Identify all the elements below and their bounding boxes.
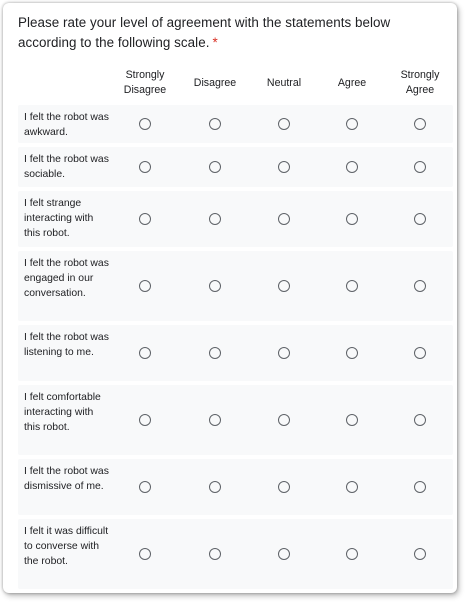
likert-grid bbox=[18, 65, 453, 589]
radio-strongly-disagree[interactable] bbox=[139, 414, 151, 426]
radio-agree[interactable] bbox=[346, 414, 358, 426]
column-header-row bbox=[18, 65, 453, 101]
row-label: I felt the robot was sociable. bbox=[24, 154, 109, 180]
question-card bbox=[3, 3, 457, 593]
radio-neutral[interactable] bbox=[278, 481, 290, 493]
radio-strongly-agree[interactable] bbox=[414, 347, 426, 359]
radio-strongly-disagree[interactable] bbox=[139, 280, 151, 292]
grid-row bbox=[18, 459, 453, 515]
grid-row bbox=[18, 147, 453, 187]
row-label: I felt it was difficult to converse with the robot. bbox=[24, 526, 109, 567]
radio-neutral[interactable] bbox=[278, 347, 290, 359]
radio-neutral[interactable] bbox=[278, 161, 290, 173]
row-label: I felt the robot was dismissive of me. bbox=[24, 466, 109, 492]
radio-strongly-agree[interactable] bbox=[414, 161, 426, 173]
radio-disagree[interactable] bbox=[209, 414, 221, 426]
radio-agree[interactable] bbox=[346, 213, 358, 225]
radio-strongly-disagree[interactable] bbox=[139, 118, 151, 130]
rows-container bbox=[18, 105, 453, 589]
column-header-strongly-agree: Strongly Agree bbox=[400, 69, 440, 96]
radio-agree[interactable] bbox=[346, 161, 358, 173]
radio-neutral[interactable] bbox=[278, 414, 290, 426]
radio-strongly-agree[interactable] bbox=[414, 213, 426, 225]
radio-disagree[interactable] bbox=[209, 548, 221, 560]
radio-strongly-agree[interactable] bbox=[414, 118, 426, 130]
radio-agree[interactable] bbox=[346, 347, 358, 359]
radio-disagree[interactable] bbox=[209, 213, 221, 225]
radio-strongly-agree[interactable] bbox=[414, 414, 426, 426]
row-label: I felt strange interacting with this robot. bbox=[24, 198, 94, 239]
grid-row bbox=[18, 191, 453, 247]
radio-strongly-disagree[interactable] bbox=[139, 213, 151, 225]
required-asterisk: * bbox=[212, 34, 218, 50]
radio-strongly-agree[interactable] bbox=[414, 481, 426, 493]
radio-disagree[interactable] bbox=[209, 481, 221, 493]
grid-row bbox=[18, 325, 453, 381]
radio-strongly-disagree[interactable] bbox=[139, 347, 151, 359]
question-text: Please rate your level of agreement with the statements below according to the following scale. bbox=[18, 15, 391, 50]
radio-disagree[interactable] bbox=[209, 161, 221, 173]
row-label: I felt comfortable interacting with this robot. bbox=[24, 392, 101, 433]
column-header-agree: Agree bbox=[337, 76, 367, 89]
row-label: I felt the robot was awkward. bbox=[24, 112, 109, 138]
radio-strongly-agree[interactable] bbox=[414, 548, 426, 560]
radio-strongly-disagree[interactable] bbox=[139, 548, 151, 560]
radio-agree[interactable] bbox=[346, 548, 358, 560]
row-label: I felt the robot was listening to me. bbox=[24, 332, 109, 358]
grid-row bbox=[18, 385, 453, 455]
radio-disagree[interactable] bbox=[209, 280, 221, 292]
column-header-strongly-disagree: Strongly Disagree bbox=[123, 69, 167, 96]
radio-neutral[interactable] bbox=[278, 118, 290, 130]
radio-disagree[interactable] bbox=[209, 347, 221, 359]
column-header-disagree: Disagree bbox=[193, 76, 237, 89]
grid-row bbox=[18, 105, 453, 143]
radio-neutral[interactable] bbox=[278, 548, 290, 560]
radio-neutral[interactable] bbox=[278, 280, 290, 292]
radio-neutral[interactable] bbox=[278, 213, 290, 225]
grid-row bbox=[18, 251, 453, 321]
radio-strongly-agree[interactable] bbox=[414, 280, 426, 292]
question-title bbox=[18, 13, 448, 52]
column-header-neutral: Neutral bbox=[266, 76, 302, 89]
radio-agree[interactable] bbox=[346, 118, 358, 130]
radio-strongly-disagree[interactable] bbox=[139, 161, 151, 173]
radio-agree[interactable] bbox=[346, 481, 358, 493]
grid-row bbox=[18, 519, 453, 589]
radio-disagree[interactable] bbox=[209, 118, 221, 130]
radio-agree[interactable] bbox=[346, 280, 358, 292]
row-label: I felt the robot was engaged in our conversation. bbox=[24, 258, 109, 299]
radio-strongly-disagree[interactable] bbox=[139, 481, 151, 493]
